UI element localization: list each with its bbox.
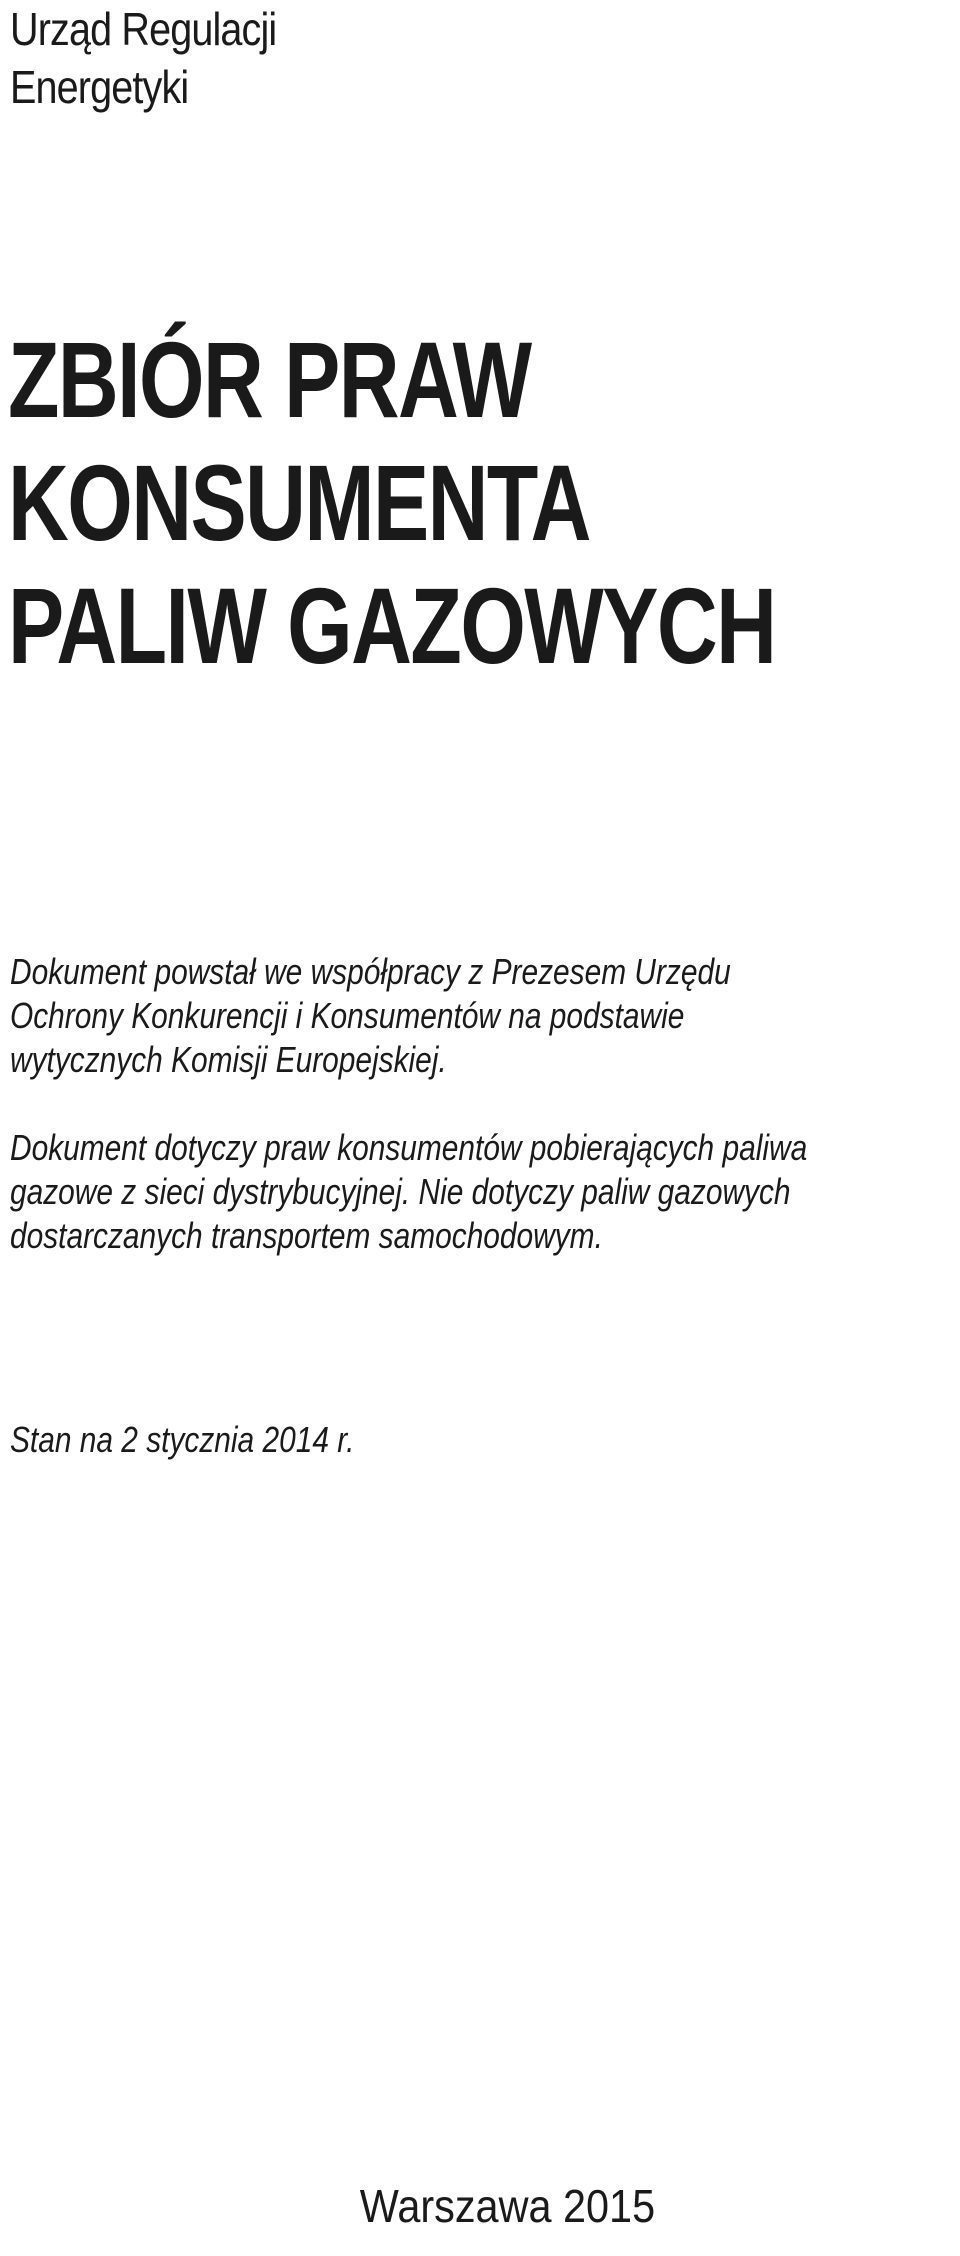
intro-p1-line-2: Ochrony Konkurencji i Konsumentów na podstawie [10, 995, 685, 1036]
intro-section [10, 950, 950, 1302]
intro-p2-line-2: gazowe z sieci dystrybucyjnej. Nie dotyczy paliw gazowych [10, 1171, 791, 1212]
status-date [10, 1416, 910, 1464]
intro-p1-line-1: Dokument powstał we współpracy z Prezesem Urzędu [10, 951, 731, 992]
intro-paragraph-scope [10, 1126, 950, 1258]
publication-place-date-text: Warszawa 2015 [359, 2180, 655, 2232]
publication-place-date [255, 2178, 655, 2234]
intro-paragraph-cooperation [10, 950, 950, 1082]
intro-p2-line-3: dostarczanych transportem samochodowym. [10, 1215, 603, 1256]
organization-line-1: Urząd Regulacji [10, 3, 277, 55]
title-line-3: PALIW GAZOWYCH [8, 565, 776, 686]
organization-line-2: Energetyki [10, 61, 189, 113]
organization-name [10, 0, 610, 116]
document-title [8, 318, 948, 687]
intro-p2-line-1: Dokument dotyczy praw konsumentów pobierających paliwa [10, 1127, 808, 1168]
status-date-text: Stan na 2 stycznia 2014 r. [10, 1419, 355, 1460]
intro-p1-line-3: wytycznych Komisji Europejskiej. [10, 1039, 447, 1080]
title-line-2: KONSUMENTA [8, 442, 590, 563]
title-line-1: ZBIÓR PRAW [8, 319, 531, 440]
